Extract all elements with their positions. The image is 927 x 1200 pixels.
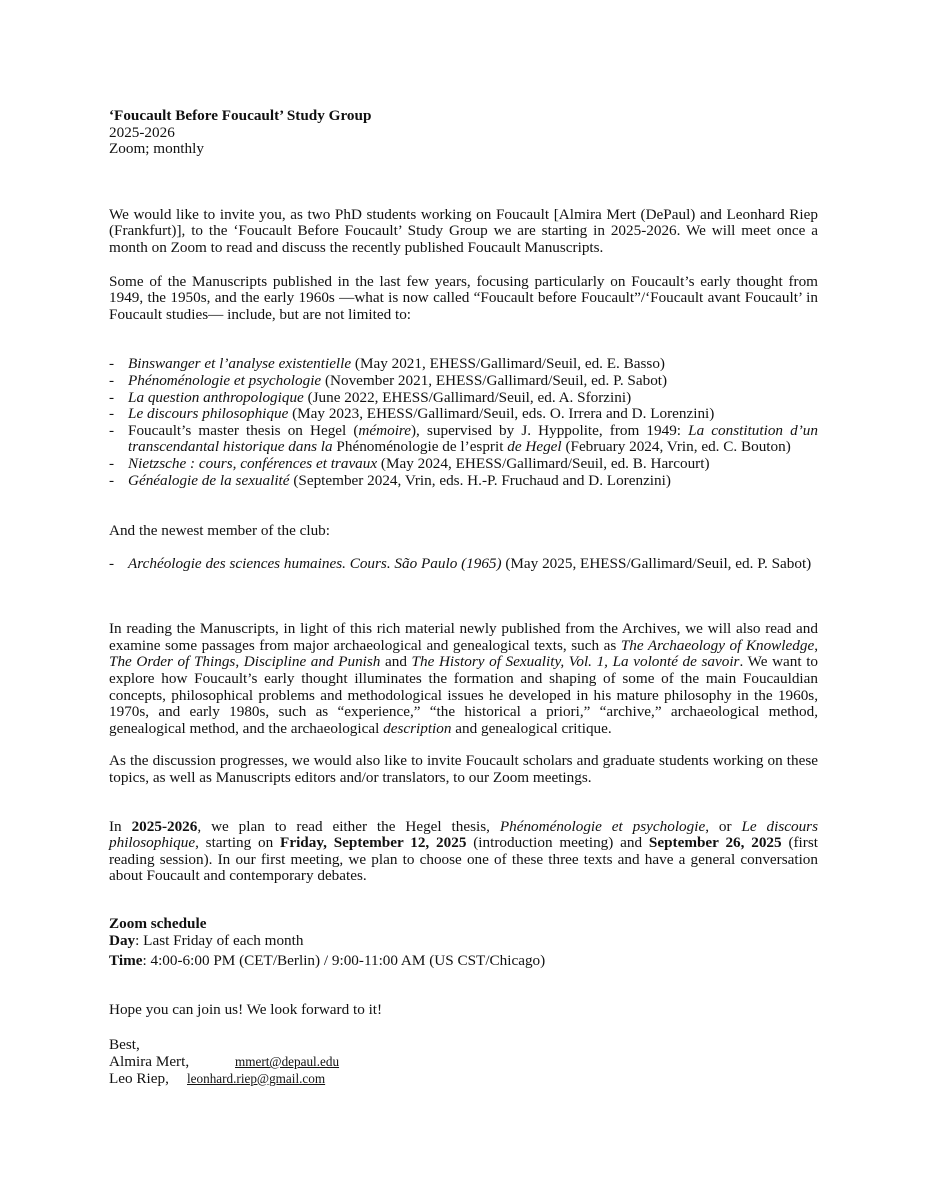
- plan-paragraph: In 2025-2026, we plan to read either the Hegel thesis, Phénoménologie et psychologie, or Le discours philosophique, starting on Friday, September 12, 2025 (introduction meeting) and September 26, 2025 (first reading session). In our first meeting, we plan to choose one of these three texts and have a general conversation about Foucault and contemporary debates.: [109, 817, 818, 885]
- list-item: - Généalogie de la sexualité (September 2024, Vrin, eds. H.-P. Fruchaud and D. Lorenzini): [109, 473, 818, 490]
- list-item-hegel-thesis: - Foucault’s master thesis on Hegel (mémoire), supervised by J. Hyppolite, from 1949: La constitution d’un transcendantal historique dans la Phénoménologie de l’esprit de Hegel (February 2024, Vrin, ed. C. Bouton): [109, 423, 818, 456]
- signature-leo: Leo Riep, leonhard.riep@gmail.com: [109, 1069, 326, 1087]
- discussion-paragraph: As the discussion progresses, we would also like to invite Foucault scholars and graduate students working on these topics, as well as Manuscripts editors and/or translators, to our Zoom meetings.: [109, 752, 818, 787]
- list-item: - Binswanger et l’analyse existentielle (May 2021, EHESS/Gallimard/Seuil, ed. E. Basso): [109, 356, 818, 373]
- list-item: - La question anthropologique (June 2022, EHESS/Gallimard/Seuil, ed. A. Sforzini): [109, 390, 818, 407]
- list-item: - Phénoménologie et psychologie (November 2021, EHESS/Gallimard/Seuil, ed. P. Sabot): [109, 373, 818, 390]
- email-link-leo[interactable]: leonhard.riep@gmail.com: [187, 1070, 326, 1086]
- schedule-time: Time: 4:00-6:00 PM (CET/Berlin) / 9:00-11:00 AM (US CST/Chicago): [109, 952, 546, 970]
- manuscripts-list: [109, 356, 818, 489]
- signature-almira: Almira Mert, mmert@depaul.edu: [109, 1052, 340, 1070]
- document-years: 2025-2026: [109, 123, 175, 141]
- newest-intro: And the newest member of the club:: [109, 522, 330, 540]
- list-item: - Le discours philosophique (May 2023, EHESS/Gallimard/Seuil, eds. O. Irrera and D. Lorenzini): [109, 406, 818, 423]
- manuscripts-intro-paragraph: Some of the Manuscripts published in the last few years, focusing particularly on Foucault’s early thought from 1949, the 1950s, and the early 1960s —what is now called “Foucault before Foucault”/‘Foucault avant Foucault’ in Foucault studies— include, but are not limited to:: [109, 272, 818, 323]
- document-page: [109, 108, 818, 1087]
- closing-line: Hope you can join us! We look forward to it!: [109, 1000, 383, 1018]
- schedule-day: Day: Last Friday of each month: [109, 931, 304, 949]
- schedule-heading: Zoom schedule: [109, 915, 207, 932]
- newest-list: [109, 556, 818, 573]
- reading-paragraph: In reading the Manuscripts, in light of this rich material newly published from the Archives, we will also read and examine some passages from major archaeological and genealogical texts, such as The Archaeology of Knowledge, The Order of Things, Discipline and Punish and The History of Sexuality, Vol. 1, La volonté de savoir. We want to explore how Foucault’s early thought illuminates the formation and shaping of some of the main Foucauldian concepts, philosophical problems and methodological issues he developed in his mature philosophy in the 1960s, 1970s, and early 1980s, such as “experience,” “the historical a priori,” “archive,” archaeological method, genealogical method, and the archaeological description and genealogical critique.: [109, 620, 819, 737]
- list-item: - Nietzsche : cours, conférences et travaux (May 2024, EHESS/Gallimard/Seuil, ed. B. Harcourt): [109, 456, 818, 473]
- document-title: ‘Foucault Before Foucault’ Study Group: [109, 107, 372, 124]
- list-item: - Archéologie des sciences humaines. Cours. São Paulo (1965) (May 2025, EHESS/Gallimard/Seuil, ed. P. Sabot): [109, 556, 818, 573]
- email-link-almira[interactable]: mmert@depaul.edu: [235, 1053, 340, 1069]
- intro-paragraph: We would like to invite you, as two PhD students working on Foucault [Almira Mert (DePaul) and Leonhard Riep (Frankfurt)], to the ‘Foucault Before Foucault’ Study Group we are starting in 2025-2026. We will meet once a month on Zoom to read and discuss the recently published Foucault Manuscripts.: [109, 205, 818, 256]
- zoom-schedule: [109, 916, 818, 970]
- document-format: Zoom; monthly: [109, 140, 204, 158]
- signoff: Best,: [109, 1036, 140, 1054]
